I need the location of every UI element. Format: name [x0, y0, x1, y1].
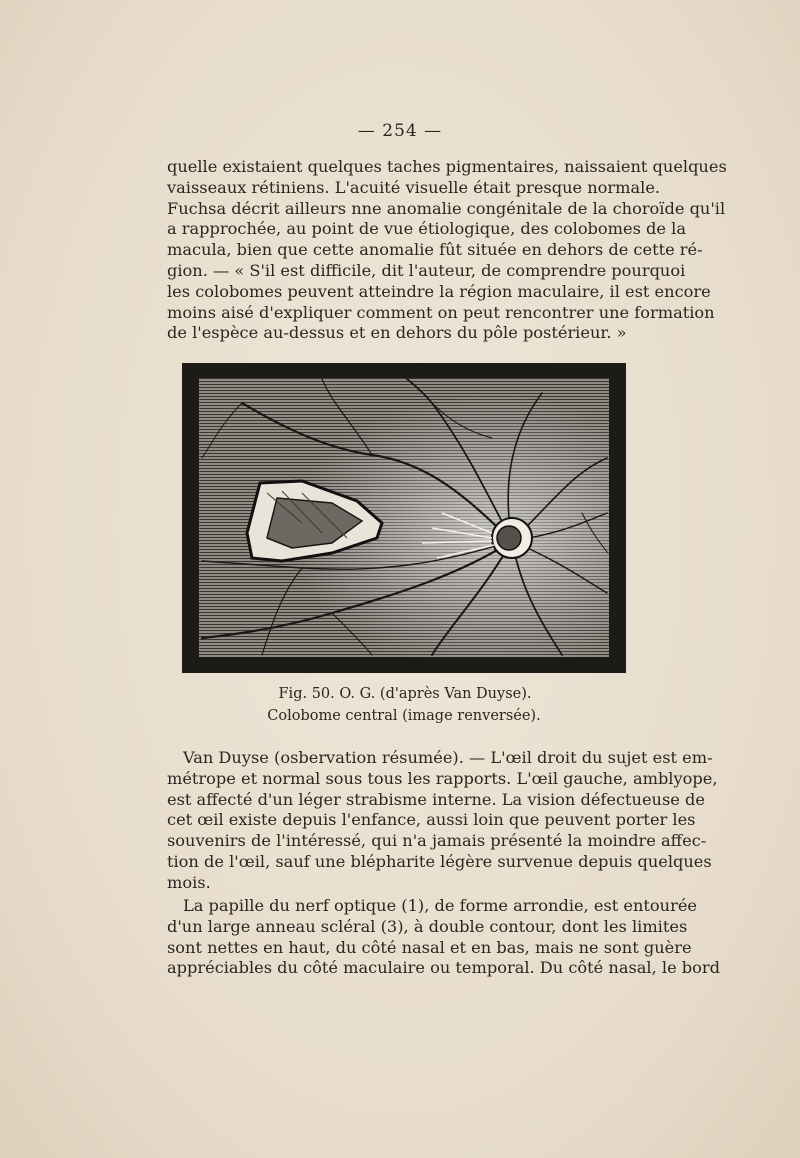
- text-line: quelle existaient quelques taches pigmentaires, naissaient quelques: [167, 157, 727, 176]
- text-line: sont nettes en haut, du côté nasal et en bas, mais ne sont guère: [167, 937, 692, 957]
- text-line: a rapprochée, au point de vue étiologique, des colobomes de la: [167, 219, 686, 239]
- engraver-signature: V. VERMORCKEN: [368, 1018, 457, 1029]
- text-line: Van Duyse (osbervation résumée). — L'œil droit du sujet est em-: [183, 748, 713, 767]
- figure-caption-title: Fig. 50. O. G. (d'après Van Duyse).: [278, 686, 532, 702]
- text-line: mois.: [167, 872, 211, 892]
- paragraph-1: [167, 157, 727, 344]
- paragraph-3: [167, 896, 721, 979]
- text-line: gion. — « S'il est difficile, dit l'auteur, de comprendre pourquoi: [167, 260, 686, 280]
- paragraph-2: [167, 748, 718, 894]
- text-line: Fuchsa décrit ailleurs nne anomalie congénitale de la choroïde qu'il: [167, 198, 726, 218]
- text-line: La papille du nerf optique (1), de forme arrondie, est entourée: [183, 896, 697, 915]
- text-line: macula, bien que cette anomalie fût située en dehors de cette ré-: [167, 240, 703, 260]
- text-line: est affecté d'un léger strabisme interne. La vision défectueuse de: [167, 789, 705, 809]
- text-line: moins aisé d'expliquer comment on peut rencontrer une formation: [167, 302, 715, 322]
- page-number: — 254 —: [357, 121, 443, 141]
- text-line: cet œil existe depuis l'enfance, aussi loin que peuvent porter les: [167, 810, 696, 830]
- text-line: tion de l'œil, sauf une blépharite légère survenue depuis quelques: [167, 851, 712, 871]
- text-line: d'un large anneau scléral (3), à double contour, dont les limites: [167, 916, 688, 936]
- text-line: vaisseaux rétiniens. L'acuité visuelle était presque normale.: [167, 177, 661, 197]
- fundus-illustration: [182, 363, 626, 673]
- text-line: métrope et normal sous tous les rapports. L'œil gauche, amblyope,: [167, 768, 718, 788]
- text-line: appréciables du côté maculaire ou temporal. Du côté nasal, le bord: [167, 958, 721, 978]
- text-line: les colobomes peuvent atteindre la région maculaire, il est encore: [167, 281, 711, 301]
- text-line: de l'espèce au-dessus et en dehors du pôle postérieur. »: [167, 323, 627, 343]
- text-line: souvenirs de l'intéressé, qui n'a jamais présenté la moindre affec-: [167, 831, 707, 851]
- figure-caption-subtitle: Colobome central (image renversée).: [267, 708, 541, 724]
